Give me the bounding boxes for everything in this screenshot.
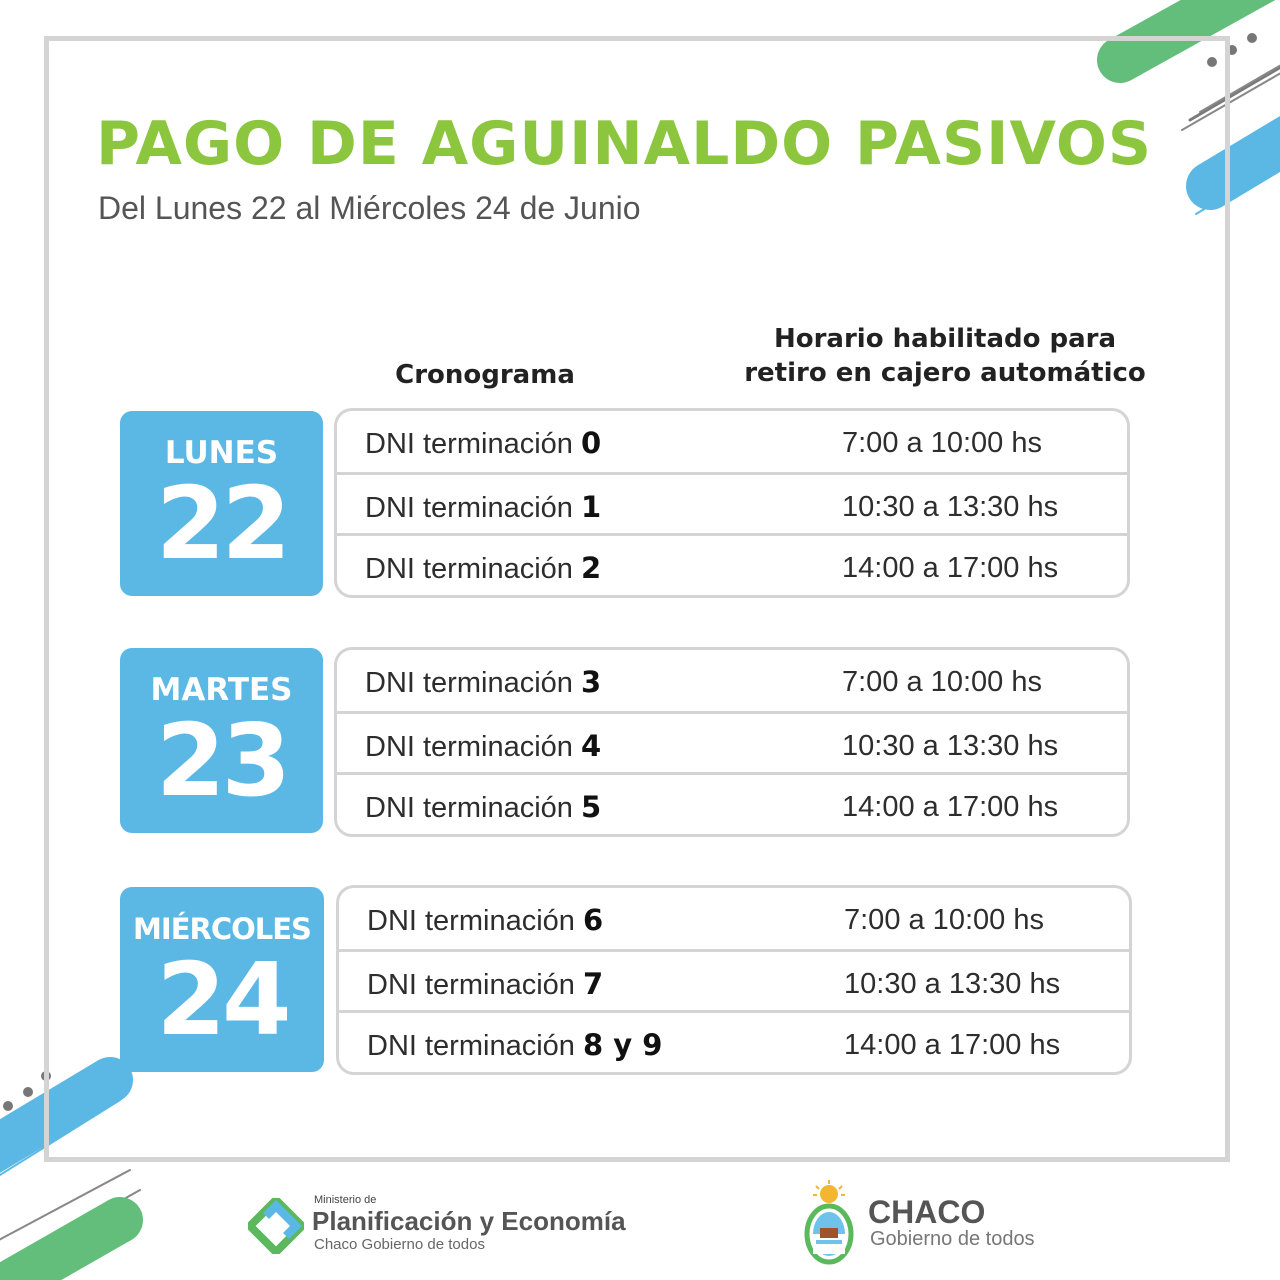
ministerio-logo [248,1192,668,1262]
column-header-horario [720,322,1170,390]
page-title: PAGO DE AGUINALDO PASIVOS [96,109,1153,179]
chaco-seal-icon [798,1180,860,1270]
dni-cell: DNI terminación 4 [365,729,602,763]
table-row [337,472,1127,533]
column-header-horario-line2: retiro en cajero automático [744,358,1146,388]
dni-cell: DNI terminación 1 [365,490,602,524]
day-name: LUNES [164,435,279,471]
table-row [337,650,1127,711]
ministerio-name: Planificación y Economía [312,1206,626,1236]
dni-digit: 6 [582,903,604,937]
dni-cell: DNI terminación 2 [365,551,602,585]
dni-cell: DNI terminación 3 [365,665,602,699]
dni-digit: 5 [580,790,602,824]
table-row [337,772,1127,833]
table-row [337,711,1127,772]
ministerio-subtitle: Chaco Gobierno de todos [314,1236,485,1253]
time-cell: 14:00 a 17:00 hs [842,552,1059,584]
table-row [339,949,1129,1010]
dni-digit: 3 [580,665,602,699]
time-cell: 10:30 a 13:30 hs [842,730,1059,762]
day-name: MARTES [150,672,293,708]
dni-digit: 0 [580,426,602,460]
page-subtitle: Del Lunes 22 al Miércoles 24 de Junio [98,190,641,226]
time-cell: 10:30 a 13:30 hs [842,491,1059,523]
day-number: 24 [156,941,288,1058]
ministerio-logo-icon [248,1198,304,1254]
dni-digit: 2 [580,551,602,585]
day-badge-miercoles [120,887,324,1072]
chaco-name: CHACO [868,1194,986,1230]
day-badge-lunes [120,411,323,596]
dni-cell: DNI terminación 6 [367,903,604,937]
dni-digit: 7 [582,967,604,1001]
dni-cell: DNI terminación 0 [365,426,602,460]
column-header-horario-line1: Horario habilitado para [773,324,1117,354]
table-row [339,1010,1129,1071]
column-header-cronograma: Cronograma [395,360,575,390]
schedule-table-lunes [334,408,1130,598]
time-cell: 14:00 a 17:00 hs [842,791,1059,823]
table-row [339,888,1129,949]
dni-digit: 8 y 9 [582,1028,663,1062]
table-row [337,533,1127,594]
day-badge-martes [120,648,323,833]
chaco-logo [798,1180,1118,1270]
day-number: 22 [155,465,288,582]
ministerio-small-label: Ministerio de [314,1194,377,1206]
schedule-table-miercoles [336,885,1132,1075]
time-cell: 14:00 a 17:00 hs [844,1029,1061,1061]
dni-cell: DNI terminación 5 [365,790,602,824]
time-cell: 10:30 a 13:30 hs [844,968,1061,1000]
chaco-subtitle: Gobierno de todos [870,1228,1035,1250]
dni-digit: 4 [580,729,602,763]
time-cell: 7:00 a 10:00 hs [842,427,1042,459]
time-cell: 7:00 a 10:00 hs [844,904,1044,936]
schedule-table-martes [334,647,1130,837]
day-number: 23 [155,702,288,819]
dni-cell: DNI terminación 7 [367,967,604,1001]
day-name: MIÉRCOLES [133,912,311,946]
dni-cell: DNI terminación 8 y 9 [367,1028,663,1062]
dni-digit: 1 [580,490,602,524]
table-row [337,411,1127,472]
time-cell: 7:00 a 10:00 hs [842,666,1042,698]
